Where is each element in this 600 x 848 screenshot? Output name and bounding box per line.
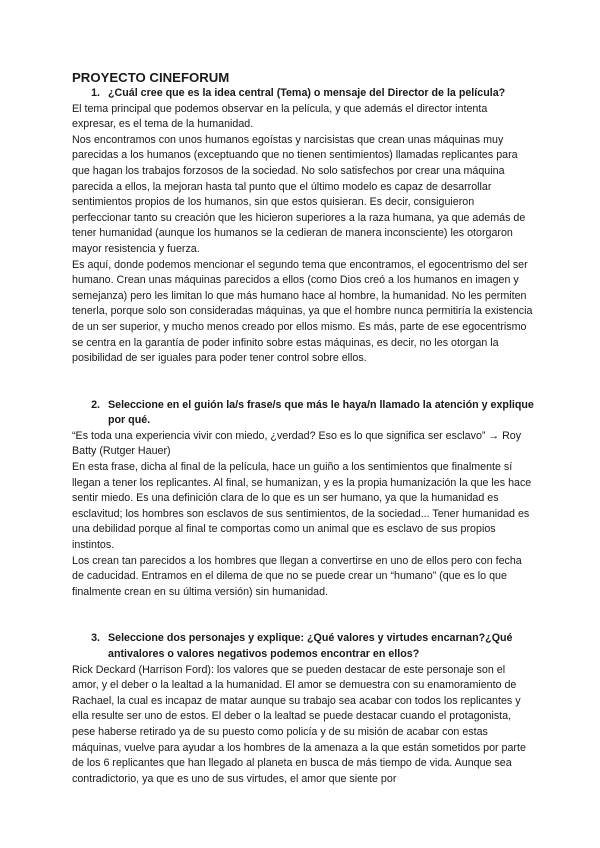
section-spacer xyxy=(72,600,534,631)
question-3-text: Seleccione dos personajes y explique: ¿Qué valores y virtudes encarnan?¿Qué antivalores o valores negativos podemos encontrar en ellos? xyxy=(108,632,513,660)
answer-2-quote: “Es toda una experiencia vivir con miedo, ¿verdad? Eso es lo que significa ser esclavo” → Roy Batty (Rutger Hauer) xyxy=(72,429,522,458)
document-body xyxy=(72,70,534,787)
question-3-number: 3. xyxy=(91,632,100,645)
answer-1-paragraph-1: El tema principal que podemos observar en la película, y que además el director intenta expresar, es el tema de la humanidad. xyxy=(72,102,488,131)
question-2-number: 2. xyxy=(91,398,100,411)
question-1-text: ¿Cuál cree que es la idea central (Tema) o mensaje del Director de la película? xyxy=(108,87,506,99)
answer-1-paragraph-3: Es aquí, donde podemos mencionar el segundo tema que encontramos, el egocentrismo del ser humano. Crean unas máquinas parecidos a ellos (como Dios creó a los humanos en imagen y semejanza) pero les limitan lo que más humano hace al hombre, la humanidad. No les permiten tenerla, porque solo son consideradas máquinas, ya que el hombre nunca permitiría la existencia de un ser superior, y mucho menos creado por ellos mismo. Es más, parte de ese egocentrismo se centra en la garantía de poder infinito sobre estas máquinas, es decir, no les otorgan la posibilidad de ser iguales para poder tener control sobre ellos. xyxy=(72,258,533,365)
question-1 xyxy=(72,86,534,102)
question-3 xyxy=(72,631,534,662)
document-title: PROYECTO CINEFORUM xyxy=(72,70,230,85)
section-spacer xyxy=(72,367,534,398)
answer-2-paragraph-2: Los crean tan parecidos a los hombres que llegan a convertirse en uno de ellos pero con fecha de caducidad. Entramos en el dilema de que no se puede crear un “humano” (que es lo que finalmente crean en su última versión) sin humanidad. xyxy=(72,554,522,598)
answer-1-paragraph-2: Nos encontramos con unos humanos egoístas y narcisistas que crean unas máquinas muy parecidas a los humanos (exceptuando que no tienen sentimientos) llamadas replicantes para que hagan los trabajos forzosos de la sociedad. No solo satisfechos por crear una máquina parecida a ellos, la mejoran hasta tal punto que el último modelo es capaz de desarrollar sentimientos propios de los humanos, sin que estos quisieran. Es decir, consiguieron perfeccionar tanto su creación que les hicieron superiores a la raza humana, ya que además de tener humanidad (aunque los humanos se la cedieran de manera inconsciente) les otorgaron mayor resistencia y fuerza. xyxy=(72,133,526,255)
question-2-text: Seleccione en el guión la/s frase/s que más le haya/n llamado la atención y explique por qué. xyxy=(108,398,534,427)
question-2 xyxy=(72,398,534,429)
answer-3-paragraph-1: Rick Deckard (Harrison Ford): los valores que se pueden destacar de este personaje son el amor, y el deber o la lealtad a la humanidad. El amor se demuestra con su enamoramiento de Rachael, la cual es incapaz de matar aunque su trabajo sea acabar con todos los replicantes y ella resulte ser uno de estos. El deber o la lealtad se puede destacar cuando el protagonista, pese haberse retirado ya de su puesto como policía y de su misión de acabar con estas máquinas, vuelve para ayudar a los hombres de la amenaza a la que están sometidos por parte de los 6 replicantes que han llegado al planeta en busca de más tiempo de vida. Aunque sea contradictorio, ya que es uno de sus virtudes, el amor que siente por xyxy=(72,663,526,785)
answer-2-paragraph-1: En esta frase, dicha al final de la película, hace un guiño a los sentimientos que finalmente sí llegan a tener los replicantes. Al final, se humanizan, y es la propia humanización la que les hace sentir miedo. Es una definición clara de lo que es un ser humano, ya que la humanidad es esclavitud; los hombres son esclavos de sus sentimientos, de la sociedad... Tener humanidad es una debilidad porque al final te comportas como un animal que es esclavo de sus propios instintos. xyxy=(72,461,532,552)
question-1-number: 1. xyxy=(91,87,100,99)
